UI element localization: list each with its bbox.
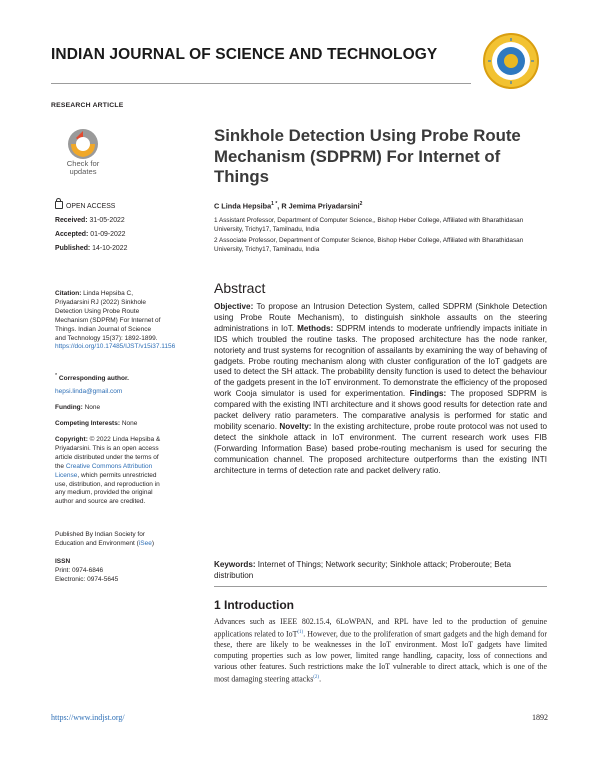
open-access-label: OPEN ACCESS xyxy=(66,203,116,210)
introduction-body: Advances such as IEEE 802.15.4, 6LoWPAN, and RPL have led to the production of genuine applications related to IoT$^{(1)}$. However, due to the proliferation of smart gadgets and the high demand for these, there are likely to be weaknesses in the IoT environment. Most IoT gadgets have limited computing properties such as low power, limited range handling, capacity, loss of connections and various other features. Such restrictions make the IoT vulnerable to direct attack, which is one of the most damaging steering attacks$^{(2)}$. xyxy=(214,617,547,684)
isee-link[interactable]: iSee xyxy=(138,539,152,547)
footer-url[interactable]: https://www.indjst.org/ xyxy=(51,713,125,722)
header-rule xyxy=(51,83,471,84)
corresponding-author: * Corresponding author. xyxy=(55,373,129,383)
issn-print: Print: 0974-6846 xyxy=(55,567,104,574)
citation: Citation: Linda Hepsiba C, Priyadarsini RJ (2022) Sinkhole Detection Using Probe Route Mechanism (SDPRM) For Internet of Things. Indian Journal of Science and Technology 15(37): 1892-1899. https://doi.org/10.17485/IJST/v15i37.1156 xyxy=(55,290,176,351)
abstract-body: Objective: To propose an Intrusion Detection System, called SDPRM (Sinkhole Detection using Probe Route Mechanism), to distinguish sinkhole assaults on the steering administrations in IoT. Methods: SDPRM intends to moderate unfriendly impacts initiate in IDS which troubled the routine tasks. The proposed architecture has the node ranker, notoriety and trust systems for recognition of assailants by examining the way of behaving of gadgets. Probe routing mechanism along with cluster configuration of the IoT gadgets are used to detect the SH attack. The probability density function is used to detect the behaviour of the gadgets present in the IoT environment. To demonstrate the efficiency of the proposed work Cooja simulator is used for experimentation. Findings: The proposed SDPRM is compared with the existing INTI architecture and it shows good results for detection rate and packet delivery ratio parameters. The comparative analysis is performed for static and mobility scenario. Novelty: In the existing architecture, probe route protocol was not used to detect the sinkhole attack in IoT environment. The current research work uses FIB (Forwarding Information Base) based probe-routing mechanism is used for securing the communication channel. The proposed architecture outperforms than the existing INTI architecture in terms of detection rate and packet delivery ratio. xyxy=(214,302,547,475)
journal-title: INDIAN JOURNAL OF SCIENCE AND TECHNOLOGY xyxy=(51,46,438,63)
competing-interests: Competing Interests: None xyxy=(55,420,138,427)
paper-title: Sinkhole Detection Using Probe Route Mechanism (SDPRM) For Internet of Things xyxy=(214,126,521,187)
issn-label: ISSN xyxy=(55,558,71,565)
affiliation-2: 2 Associate Professor, Department of Computer Science, Bishop Heber College, Affiliated with Bharathidasan University, Trichy17, Tamilnadu, India xyxy=(214,237,524,254)
published-date: Published: 14-10-2022 xyxy=(55,245,128,252)
journal-seal-icon xyxy=(482,32,540,90)
authors: C Linda Hepsiba$^{1 *}$, R Jemima Priyadarsini$^2$ xyxy=(214,201,363,211)
lock-icon xyxy=(55,201,63,209)
reference-2[interactable]: (2) xyxy=(313,675,320,681)
keywords-rule xyxy=(214,586,547,587)
article-type: RESEARCH ARTICLE xyxy=(51,102,124,109)
copyright: Copyright: © 2022 Linda Hepsiba & Priyadarsini. This is an open access article distributed under the terms of the Creative Commons Attribution License, which permits unrestricted use, distribution, and reproduction in any medium, provided the original author and source are credited. xyxy=(55,436,161,506)
funding: Funding: None xyxy=(55,404,101,411)
published-by: Published By Indian Society for Education and Environment (iSee) xyxy=(55,531,155,547)
check-for-updates-label[interactable]: Check for updates xyxy=(66,159,100,176)
email-link[interactable]: hepsi.linda@gmail.com xyxy=(55,388,123,395)
accepted-date: Accepted: 01-09-2022 xyxy=(55,231,126,238)
keywords: Keywords: Internet of Things; Network security; Sinkhole attack; Proberoute; Beta distribution xyxy=(214,560,512,580)
affiliation-1: 1 Assistant Professor, Department of Computer Science,, Bishop Heber College, Affiliated with Bharathidasan University, Trichy17, Tamilnadu, India xyxy=(214,217,524,234)
introduction-heading: 1 Introduction xyxy=(214,598,294,612)
abstract-heading: Abstract xyxy=(214,280,266,296)
open-access xyxy=(55,201,115,212)
issn-electronic: Electronic: 0974-5645 xyxy=(55,576,119,583)
reference-1[interactable]: (1) xyxy=(297,629,304,635)
license-link[interactable]: Creative Commons Attribution License xyxy=(55,462,153,479)
received-date: Received: 31-05-2022 xyxy=(55,217,125,224)
page-number: 1892 xyxy=(532,713,548,722)
doi-link[interactable]: https://doi.org/10.17485/IJST/v15i37.1156 xyxy=(55,343,176,351)
